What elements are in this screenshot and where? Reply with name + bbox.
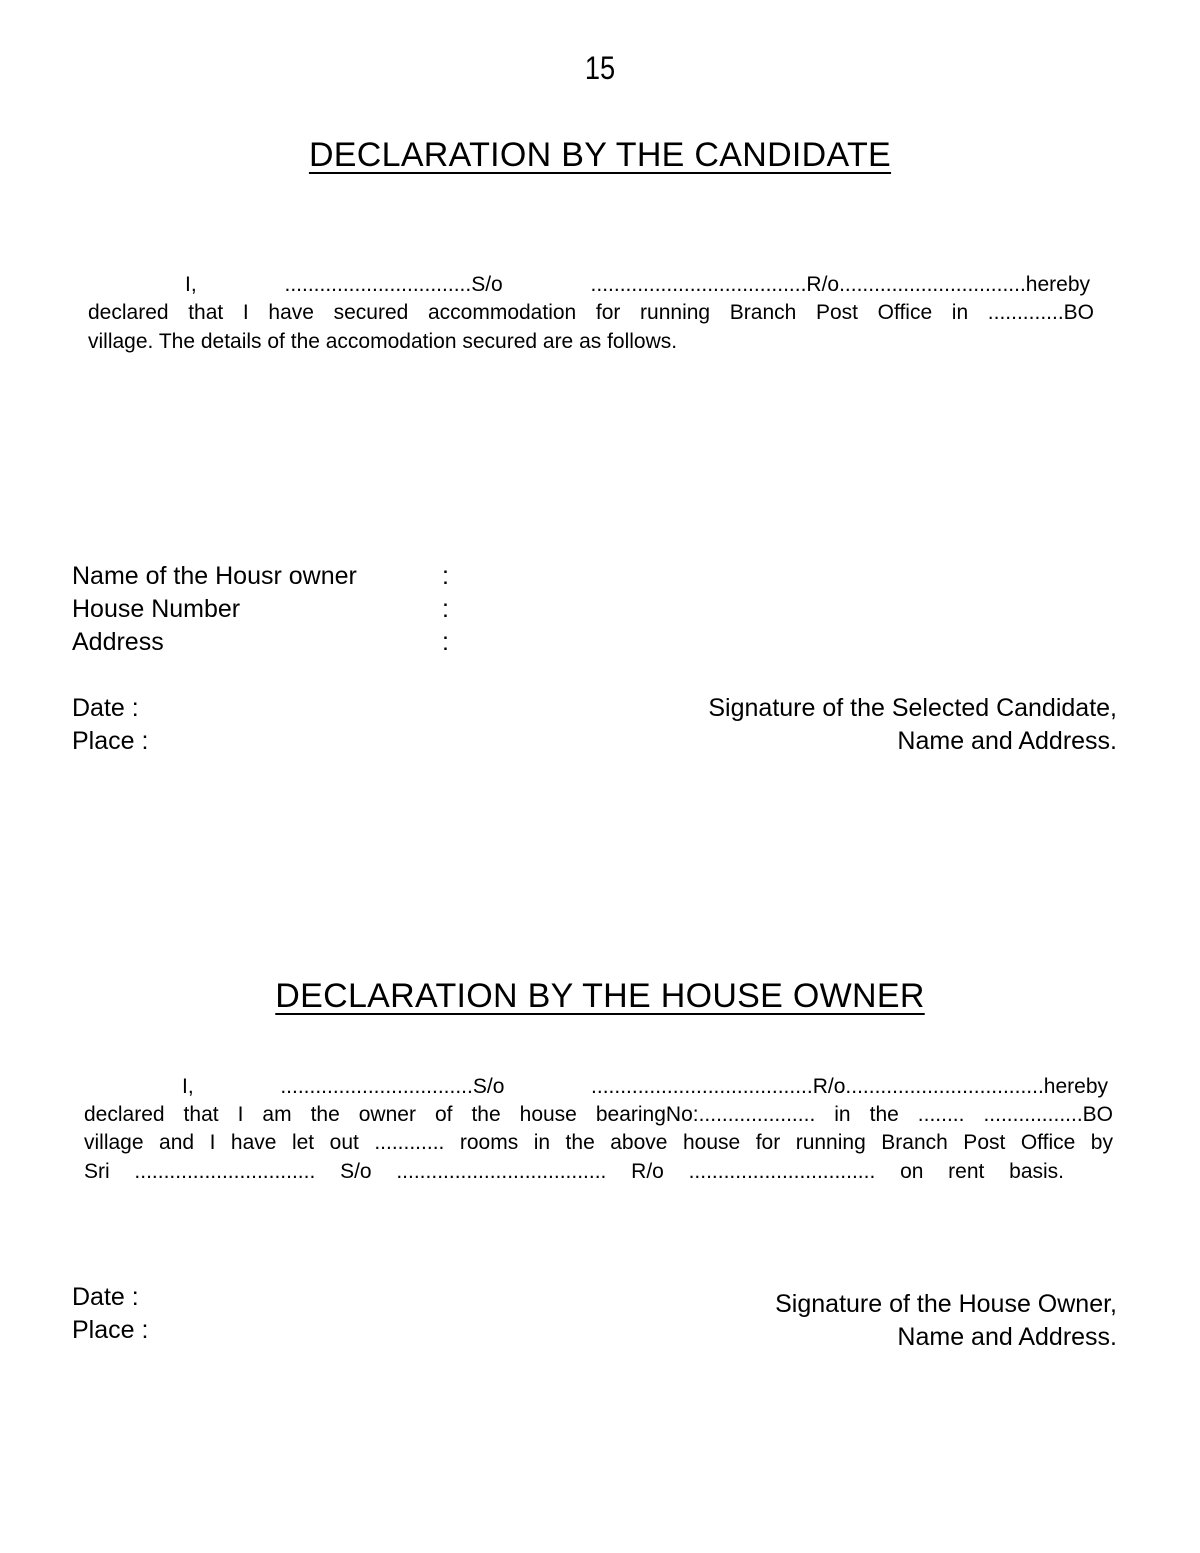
candidate-date-label: Date : — [72, 694, 139, 722]
page-number: 15 — [584, 50, 616, 86]
address-label: Address — [72, 628, 164, 656]
candidate-place-label: Place : — [72, 727, 149, 755]
address-colon: : — [442, 628, 449, 656]
candidate-para-line-3: village. The details of the accomodation secured are as follows. — [88, 330, 678, 353]
owner-para-line-1: I, .................................S/o ......................................R/o..................................hereby — [182, 1075, 1108, 1098]
candidate-para-line-1: I, ................................S/o .....................................R/o................................hereby — [185, 273, 1090, 296]
house-number-colon: : — [442, 595, 449, 623]
owner-place-label: Place : — [72, 1316, 149, 1344]
candidate-name-address-line: Name and Address. — [897, 727, 1117, 755]
owner-para-line-3: village and I have let out ............ rooms in the above house for running Branch Post Office by — [84, 1131, 1113, 1154]
owner-date-label: Date : — [72, 1283, 139, 1311]
owner-heading-text: DECLARATION BY THE HOUSE OWNER — [275, 977, 925, 1015]
house-owner-name-colon: : — [442, 562, 449, 590]
candidate-declaration-heading — [0, 136, 1200, 175]
candidate-heading-text: DECLARATION BY THE CANDIDATE — [308, 136, 892, 174]
house-owner-name-label: Name of the Housr owner — [72, 562, 357, 590]
owner-declaration-heading — [0, 977, 1200, 1016]
owner-para-line-2: declared that I am the owner of the house bearingNo:.................... in the ........ .................BO — [84, 1103, 1113, 1126]
owner-signature-line: Signature of the House Owner, — [775, 1290, 1117, 1318]
owner-para-line-4: Sri ............................... S/o .................................... R/o ................................ on rent basis. — [84, 1160, 1064, 1183]
candidate-para-line-2: declared that I have secured accommodation for running Branch Post Office in .............BO — [88, 301, 1094, 324]
house-number-label: House Number — [72, 595, 241, 623]
candidate-signature-line: Signature of the Selected Candidate, — [708, 694, 1117, 722]
owner-name-address-line: Name and Address. — [897, 1323, 1117, 1351]
